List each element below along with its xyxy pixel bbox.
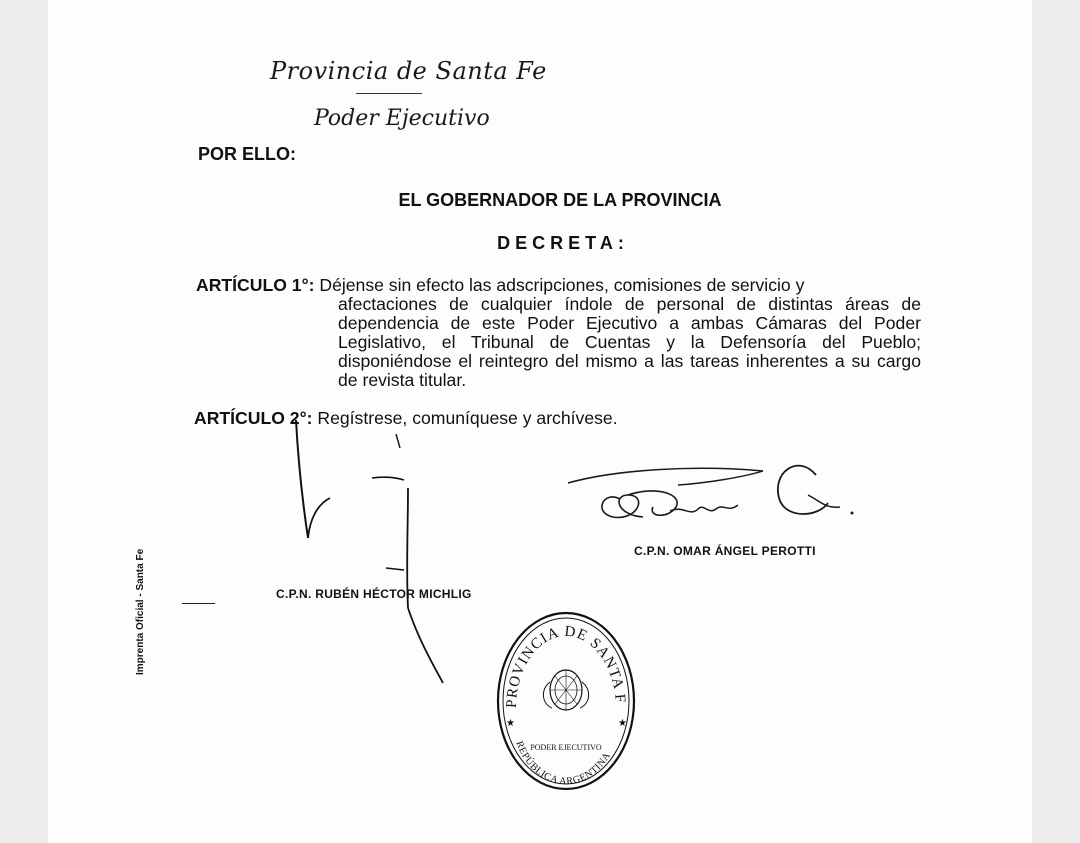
printer-imprint	[135, 545, 149, 675]
seal-bottom-text: REPÚBLICA ARGENTINA	[513, 739, 614, 788]
article-1-label: ARTÍCULO 1°:	[196, 275, 315, 295]
governor-name: C.P.N. OMAR ÁNGEL PEROTTI	[634, 544, 816, 558]
letterhead-province: Provincia de Santa Fe	[270, 57, 547, 85]
article-1-text-rest: afectaciones de cualquier índole de personal de distintas áreas de dependencia de este Poder Ejecutivo a ambas Cámaras del Poder Legislativo, el Tribunal de Cuentas y la Defensoría del Pueblo; disponiéndose el reintegro del mismo a las tareas inherentes a su cargo de revista titular.	[338, 294, 921, 390]
article-2-label: ARTÍCULO 2°:	[194, 408, 313, 428]
official-seal	[488, 596, 638, 794]
letterhead-branch: Poder Ejecutivo	[314, 106, 490, 131]
article-1-text-first: Déjense sin efecto las adscripciones, comisiones de servicio y	[319, 275, 805, 295]
seal-inner-text: PODER EJECUTIVO	[530, 743, 602, 752]
governor-signature	[558, 455, 858, 535]
article-1	[196, 276, 921, 390]
seal-emblem	[543, 670, 588, 710]
intro-text: POR ELLO:	[198, 144, 296, 164]
seal-top-text: PROVINCIA DE SANTA FE	[488, 596, 628, 709]
article-2-text: Regístrese, comuníquese y archívese.	[317, 408, 618, 428]
minister-signature	[288, 408, 458, 688]
letterhead-divider	[356, 93, 422, 94]
decree-word: DECRETA:	[497, 233, 629, 253]
seal-star-left: ★	[506, 718, 515, 729]
minister-name: C.P.N. RUBÉN HÉCTOR MICHLIG	[276, 587, 472, 601]
decree-page	[48, 0, 1032, 843]
decree-title: EL GOBERNADOR DE LA PROVINCIA	[398, 190, 722, 210]
margin-mark	[182, 603, 215, 604]
printer-imprint-text: Imprenta Oficial - Santa Fe	[135, 548, 146, 675]
seal-star-right: ★	[618, 718, 627, 729]
